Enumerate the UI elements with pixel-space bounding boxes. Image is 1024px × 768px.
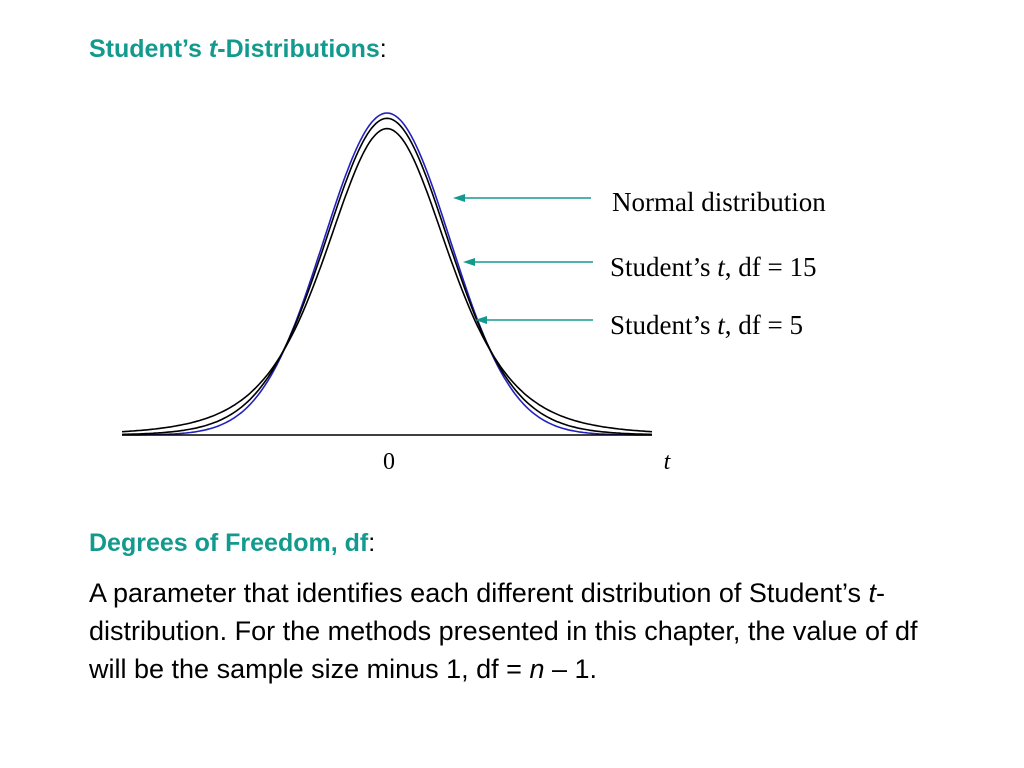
legend-label-normal: Normal distribution <box>612 187 826 217</box>
arrow-normal <box>453 194 591 202</box>
df-heading-colon: : <box>368 529 376 557</box>
x-axis-symbol: t <box>663 449 671 475</box>
title-text-start: Student’s <box>89 35 209 63</box>
title-italic-t: t <box>208 35 218 63</box>
curve-df15 <box>122 118 652 434</box>
definition-italic-t: t <box>868 578 876 608</box>
definition-part2: -distribution. For the methods presented in this chapter, the value of df will be the sample size minus 1, df = <box>89 578 918 684</box>
legend-label-df15 <box>610 252 817 282</box>
legend-df5-post: , df = 5 <box>724 310 803 340</box>
df-definition <box>89 574 949 688</box>
df-heading-text: Degrees of Freedom, df <box>89 529 369 557</box>
title-colon: : <box>379 35 387 63</box>
legend-df15-post: , df = 15 <box>724 252 817 282</box>
legend-df5-italic: t <box>717 310 725 340</box>
arrow-df5 <box>475 316 593 324</box>
title-text-end: -Distributions <box>217 35 380 63</box>
curve-normal <box>122 113 652 435</box>
legend-df15-italic: t <box>717 252 725 282</box>
curves-group <box>122 113 652 435</box>
definition-part3: – 1. <box>544 654 598 684</box>
x-tick-label-zero: 0 <box>383 449 395 475</box>
arrow-df15-head <box>463 258 475 266</box>
definition-italic-n: n <box>529 654 545 684</box>
legend-label-df5 <box>610 310 803 340</box>
df-definition-paragraph <box>89 574 949 688</box>
definition-part1: A parameter that identifies each different distribution of Student’s <box>89 578 869 608</box>
arrow-df15 <box>463 258 593 266</box>
curve-df5 <box>122 129 652 432</box>
legend-df5-pre: Student’s <box>610 310 718 340</box>
df-heading <box>89 529 375 558</box>
arrow-normal-head <box>453 194 465 202</box>
legend-df15-pre: Student’s <box>610 252 718 282</box>
